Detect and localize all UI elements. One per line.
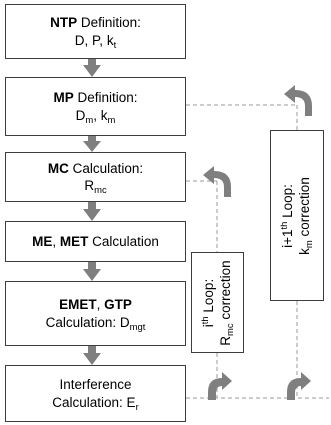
- interference-calculation-box: Interference Calculation: $E_r$: [5, 365, 186, 422]
- outer-loop-label: i+1th Loop: $k_m$ correction: [278, 176, 315, 255]
- ntp-definition-box: NTP Definition: D, P, $k_t$: [5, 4, 186, 59]
- ntp-label: NTP: [50, 15, 78, 31]
- down-arrow-icon: [83, 346, 101, 365]
- mp-definition-box: MP Definition: $D_m$, $k_m$: [5, 77, 186, 136]
- curved-arrow-icon: [208, 372, 232, 400]
- me-met-calculation-box: ME, MET Calculation: [5, 221, 186, 262]
- inner-loop-box: [191, 252, 244, 353]
- curved-arrow-icon: [284, 85, 312, 116]
- mp-label: MP: [53, 90, 74, 106]
- inner-loop-label: $i^{th}$ Loop: $R_{mc}$ correction: [199, 259, 236, 346]
- down-arrow-icon: [83, 262, 101, 281]
- down-arrow-icon: [83, 59, 101, 77]
- down-arrow-icon: [83, 202, 101, 221]
- emet-gtp-calculation-box: EMET, GTP Calculation: $D_{mgt}$: [5, 281, 186, 346]
- curved-arrow-icon: [287, 372, 311, 400]
- down-arrow-icon: [83, 136, 101, 152]
- mc-calculation-box: MC Calculation: $R_{mc}$: [5, 152, 186, 202]
- outer-loop-box: [270, 130, 324, 301]
- mc-label: MC: [47, 160, 69, 176]
